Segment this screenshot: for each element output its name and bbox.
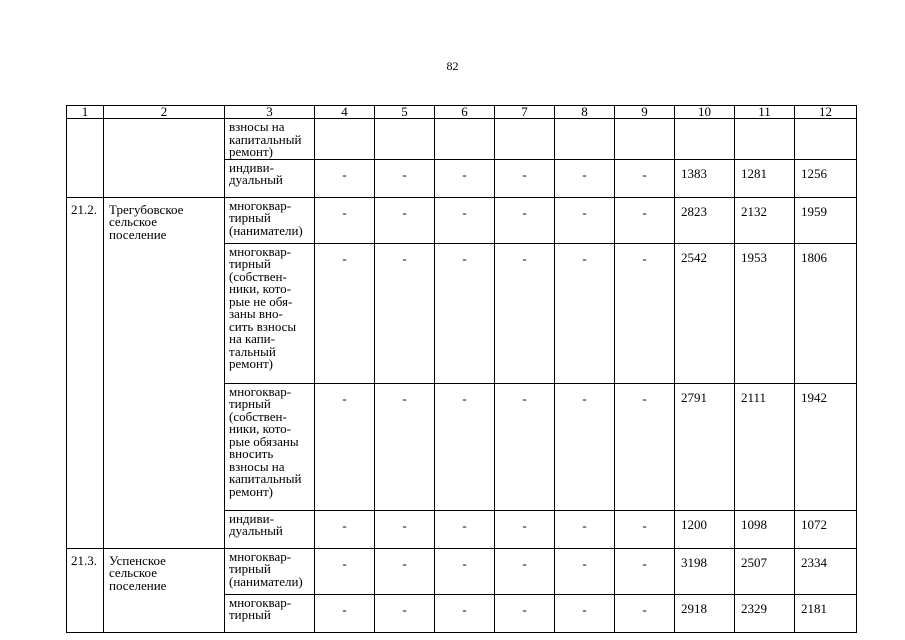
value-cell: -	[615, 159, 675, 197]
settlement-name-cell: Трегубовское сельское поселение	[104, 197, 225, 548]
value-cell: 2542	[675, 243, 735, 383]
value-cell: 2791	[675, 383, 735, 510]
value-cell: 2918	[675, 594, 735, 632]
value-cell	[735, 119, 795, 160]
housing-type-cell: индиви- дуальный	[225, 159, 315, 197]
value-cell: -	[615, 243, 675, 383]
value-cell: 1383	[675, 159, 735, 197]
value-cell: -	[555, 510, 615, 548]
value-cell	[495, 119, 555, 160]
table-row	[67, 548, 857, 594]
value-cell: 2181	[795, 594, 857, 632]
value-cell: -	[435, 510, 495, 548]
value-cell: -	[555, 594, 615, 632]
value-cell: -	[495, 548, 555, 594]
value-cell: -	[375, 594, 435, 632]
column-header: 2	[104, 106, 225, 119]
page-number: 82	[446, 59, 459, 73]
value-cell: -	[495, 383, 555, 510]
value-cell: -	[615, 548, 675, 594]
housing-type-cell: многоквар- тирный (собствен- ники, кото- рые обязаны вносить взносы на капитальный ремонт)	[225, 383, 315, 510]
value-cell: -	[375, 243, 435, 383]
value-cell	[435, 119, 495, 160]
value-cell: 1953	[735, 243, 795, 383]
header-row	[67, 106, 857, 119]
value-cell: -	[315, 159, 375, 197]
row-number-cell	[67, 119, 104, 198]
value-cell	[375, 119, 435, 160]
housing-type-cell: многоквар- тирный	[225, 594, 315, 632]
value-cell: 1098	[735, 510, 795, 548]
value-cell: 2334	[795, 548, 857, 594]
column-header: 3	[225, 106, 315, 119]
column-header: 10	[675, 106, 735, 119]
value-cell: -	[375, 383, 435, 510]
settlement-name-cell	[104, 119, 225, 198]
value-cell: -	[315, 548, 375, 594]
value-cell: -	[375, 548, 435, 594]
value-cell: 1806	[795, 243, 857, 383]
settlement-name-cell: Успенское сельское поселение	[104, 548, 225, 632]
table-row	[67, 119, 857, 160]
value-cell: 1942	[795, 383, 857, 510]
value-cell: -	[615, 383, 675, 510]
column-header: 1	[67, 106, 104, 119]
column-header: 9	[615, 106, 675, 119]
housing-type-cell: многоквар- тирный (наниматели)	[225, 548, 315, 594]
value-cell	[315, 119, 375, 160]
value-cell: -	[435, 594, 495, 632]
column-header: 4	[315, 106, 375, 119]
value-cell: 1072	[795, 510, 857, 548]
value-cell: -	[435, 548, 495, 594]
value-cell: 2823	[675, 197, 735, 243]
value-cell	[795, 119, 857, 160]
value-cell: -	[615, 197, 675, 243]
value-cell: -	[555, 383, 615, 510]
value-cell: -	[495, 159, 555, 197]
value-cell: 1256	[795, 159, 857, 197]
value-cell: 1281	[735, 159, 795, 197]
value-cell: 2507	[735, 548, 795, 594]
value-cell: -	[495, 243, 555, 383]
value-cell: -	[375, 159, 435, 197]
value-cell: -	[435, 159, 495, 197]
value-cell: -	[315, 594, 375, 632]
housing-type-cell: многоквар- тирный (наниматели)	[225, 197, 315, 243]
value-cell: -	[375, 197, 435, 243]
value-cell: -	[435, 243, 495, 383]
value-cell: -	[555, 243, 615, 383]
value-cell: -	[315, 243, 375, 383]
value-cell: -	[615, 510, 675, 548]
column-header: 8	[555, 106, 615, 119]
data-table	[66, 105, 857, 633]
housing-type-cell: взносы на капитальный ремонт)	[225, 119, 315, 160]
housing-type-cell: многоквар- тирный (собствен- ники, кото- рые не обя- заны вно- сить взносы на капи- тальный ремонт)	[225, 243, 315, 383]
value-cell: -	[315, 510, 375, 548]
value-cell: 1959	[795, 197, 857, 243]
value-cell: -	[435, 383, 495, 510]
value-cell: -	[555, 197, 615, 243]
housing-type-cell: индиви- дуальный	[225, 510, 315, 548]
value-cell: 2132	[735, 197, 795, 243]
value-cell	[615, 119, 675, 160]
column-header: 12	[795, 106, 857, 119]
value-cell: -	[315, 197, 375, 243]
value-cell: -	[315, 383, 375, 510]
value-cell: -	[495, 197, 555, 243]
value-cell: -	[375, 510, 435, 548]
value-cell: -	[615, 594, 675, 632]
column-header: 7	[495, 106, 555, 119]
column-header: 5	[375, 106, 435, 119]
value-cell: 1200	[675, 510, 735, 548]
table-row	[67, 197, 857, 243]
row-number-cell: 21.3.	[67, 548, 104, 632]
value-cell: -	[555, 548, 615, 594]
column-header: 6	[435, 106, 495, 119]
value-cell	[675, 119, 735, 160]
row-number-cell: 21.2.	[67, 197, 104, 548]
value-cell	[555, 119, 615, 160]
value-cell: 2329	[735, 594, 795, 632]
value-cell: -	[555, 159, 615, 197]
column-header: 11	[735, 106, 795, 119]
value-cell: -	[495, 594, 555, 632]
value-cell: 3198	[675, 548, 735, 594]
value-cell: -	[495, 510, 555, 548]
value-cell: -	[435, 197, 495, 243]
value-cell: 2111	[735, 383, 795, 510]
